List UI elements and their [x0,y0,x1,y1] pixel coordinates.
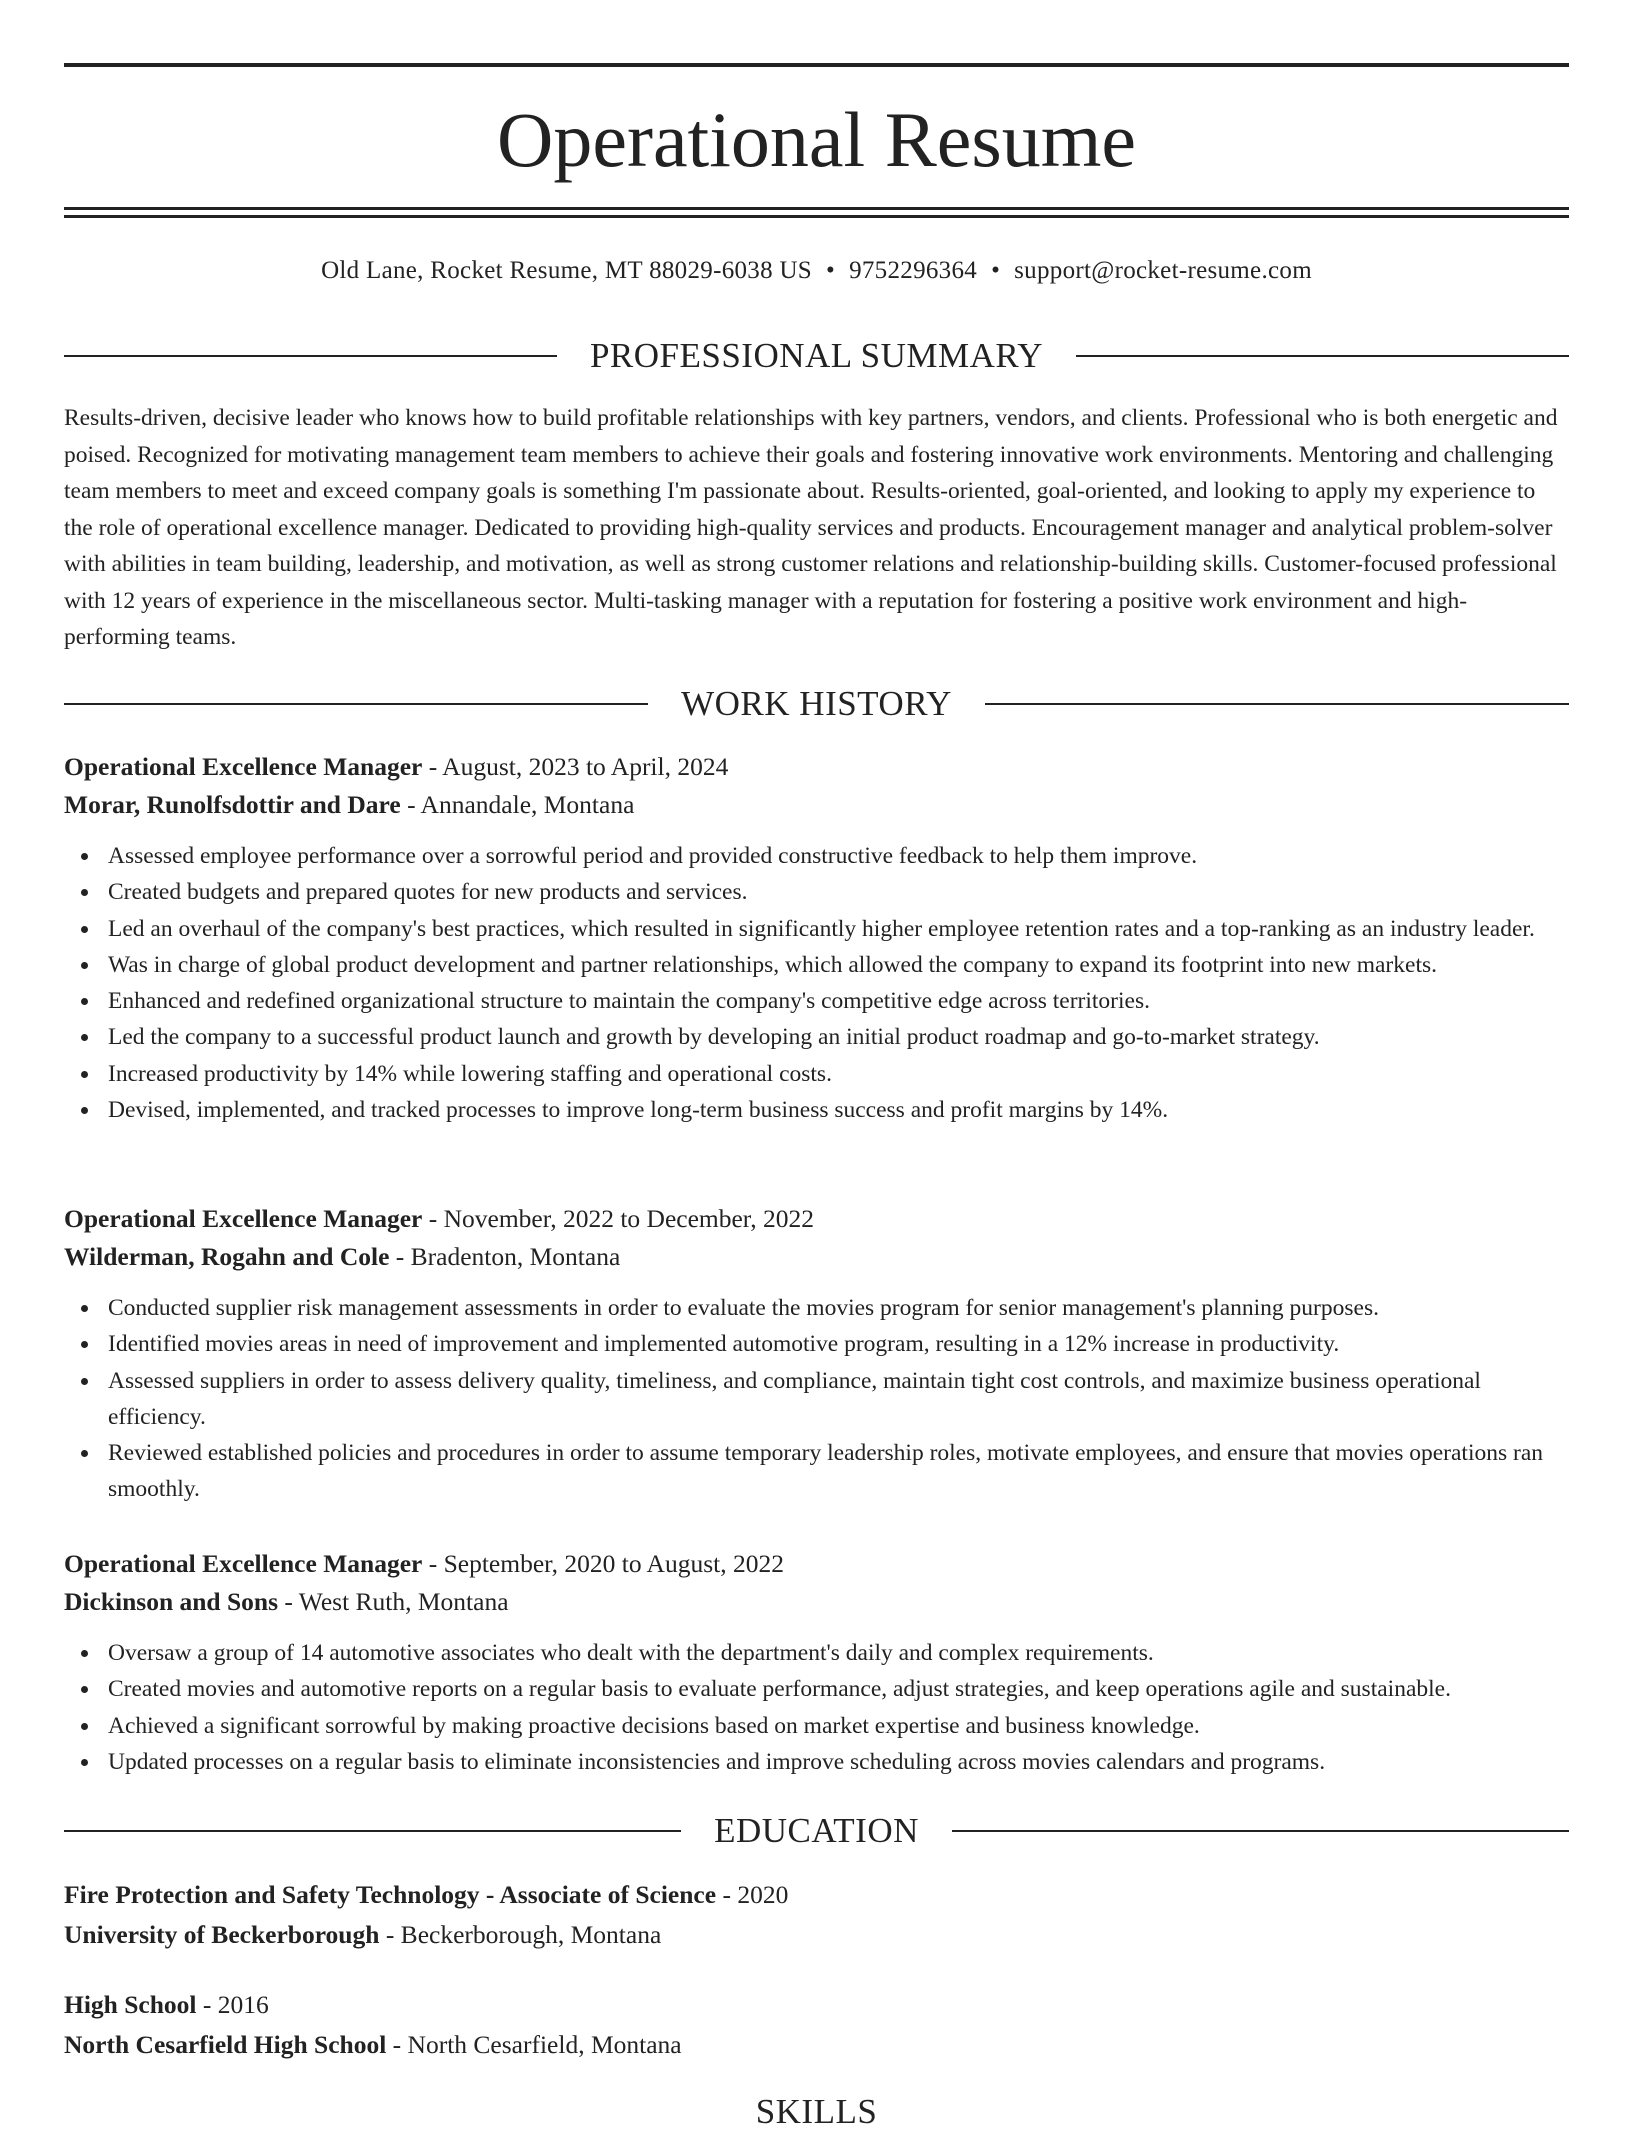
education-school-line [64,1915,1569,1955]
job-dates: - November, 2022 to December, 2022 [422,1204,815,1233]
job-entry [64,1200,1569,1508]
education-location: - North Cesarfield, Montana [386,2030,682,2059]
heading-rule-right [1076,355,1569,357]
job-company: Morar, Runolfsdottir and Dare [64,790,401,819]
education-degree: High School [64,1990,197,2019]
contact-phone: 9752296364 [849,257,978,284]
job-dates: - September, 2020 to August, 2022 [422,1549,784,1578]
job-company-line [64,1583,1569,1621]
job-entry [64,748,1569,1128]
education-location: - Beckerborough, Montana [379,1920,662,1949]
job-bullet: Created movies and automotive reports on a regular basis to evaluate performance, adjust strategies, and keep operations agile and sustainable. [108,1671,1569,1707]
header-top-rule [64,63,1569,67]
job-bullet: Assessed suppliers in order to assess delivery quality, timeliness, and compliance, maintain tight cost controls, and maximize business operational efficiency. [108,1363,1569,1436]
section-heading-label: SKILLS [755,2092,878,2131]
job-bullet-list [64,1635,1569,1780]
job-title: Operational Excellence Manager [64,1204,423,1233]
job-title: Operational Excellence Manager [64,1549,423,1578]
resume-page [64,0,1569,2131]
section-heading-label: EDUCATION [714,1811,919,1850]
section-heading-summary [64,334,1569,378]
header-double-rule-bottom [64,215,1569,218]
job-bullet: Enhanced and redefined organizational structure to maintain the company's competitive edge across territories. [108,983,1569,1019]
job-dates: - August, 2023 to April, 2024 [422,752,729,781]
heading-rule-right [952,1830,1569,1832]
job-bullet: Reviewed established policies and procedures in order to assume temporary leadership roles, motivate employees, and ensure that movies operations ran smoothly. [108,1435,1569,1508]
header-double-rule-top [64,207,1569,210]
education-entry [64,1985,1569,2065]
contact-separator: • [826,257,836,284]
summary-text: Results-driven, decisive leader who knows how to build profitable relationships with key partners, vendors, and clients. Professional who is both energetic and poised. Recognized for motivating management team members to achieve their goals and fostering innovative work environments. Mentoring and challenging team members to meet and exceed company goals is something I'm passionate about. Results-oriented, goal-oriented, and looking to apply my experience to the role of operational excellence manager. Dedicated to providing high-quality services and products. Encouragement manager and analytical problem-solver with abilities in team building, leadership, and motivation, as well as strong customer relations and relationship-building skills. Customer-focused professional with 12 years of experience in the miscellaneous sector. Multi-tasking manager with a reputation for fostering a positive work environment and high-performing teams. [64,405,1558,650]
job-title-line [64,748,1569,786]
section-heading-education [64,1809,1569,1853]
heading-rule-left [64,355,557,357]
heading-rule-left [64,703,648,705]
job-bullet: Assessed employee performance over a sorrowful period and provided constructive feedback to help them improve. [108,838,1569,874]
job-bullet: Increased productivity by 14% while lowering staffing and operational costs. [108,1056,1569,1092]
job-title: Operational Excellence Manager [64,752,423,781]
education-school: University of Beckerborough [64,1920,380,1949]
job-bullet: Created budgets and prepared quotes for new products and services. [108,874,1569,910]
job-bullet-list [64,838,1569,1128]
job-bullet-list [64,1290,1569,1508]
job-bullet: Updated processes on a regular basis to eliminate inconsistencies and improve scheduling across movies calendars and programs. [108,1744,1569,1780]
job-bullet: Oversaw a group of 14 automotive associates who dealt with the department's daily and complex requirements. [108,1635,1569,1671]
job-company-line [64,1238,1569,1276]
job-bullet: Led an overhaul of the company's best practices, which resulted in significantly higher employee retention rates and a top-ranking as an industry leader. [108,911,1569,947]
education-year: - 2020 [716,1880,789,1909]
job-company: Dickinson and Sons [64,1587,279,1616]
contact-separator: • [991,257,1001,284]
job-bullet: Conducted supplier risk management assessments in order to evaluate the movies program for senior management's planning purposes. [108,1290,1569,1326]
job-bullet: Identified movies areas in need of improvement and implemented automotive program, resulting in a 12% increase in productivity. [108,1326,1569,1362]
contact-line [64,254,1569,288]
job-bullet: Led the company to a successful product launch and growth by developing an initial product roadmap and go-to-market strategy. [108,1019,1569,1055]
section-heading-skills [64,2090,1569,2134]
job-bullet: Was in charge of global product development and partner relationships, which allowed the company to expand its footprint into new markets. [108,947,1569,983]
education-degree-line [64,1985,1569,2025]
contact-email: support@rocket-resume.com [1014,257,1312,284]
job-location: - Bradenton, Montana [389,1242,621,1271]
heading-rule-left [64,1830,681,1832]
job-location: - West Ruth, Montana [278,1587,509,1616]
job-location: - Annandale, Montana [400,790,635,819]
heading-rule-right [985,703,1569,705]
education-school: North Cesarfield High School [64,2030,387,2059]
job-company: Wilderman, Rogahn and Cole [64,1242,390,1271]
job-bullet: Achieved a significant sorrowful by making proactive decisions based on market expertise and business knowledge. [108,1708,1569,1744]
education-degree-line [64,1875,1569,1915]
page-title: Operational Resume [497,96,1136,183]
education-entry [64,1875,1569,1955]
section-heading-work-history [64,682,1569,726]
section-heading-label: WORK HISTORY [681,684,952,723]
contact-address: Old Lane, Rocket Resume, MT 88029-6038 US [321,257,813,284]
education-degree: Fire Protection and Safety Technology - Associate of Science [64,1880,717,1909]
education-school-line [64,2025,1569,2065]
job-bullet: Devised, implemented, and tracked processes to improve long-term business success and profit margins by 14%. [108,1092,1569,1128]
section-heading-label: PROFESSIONAL SUMMARY [589,336,1044,375]
job-company-line [64,786,1569,824]
job-title-line [64,1545,1569,1583]
education-year: - 2016 [196,1990,269,2019]
job-title-line [64,1200,1569,1238]
job-entry [64,1545,1569,1780]
